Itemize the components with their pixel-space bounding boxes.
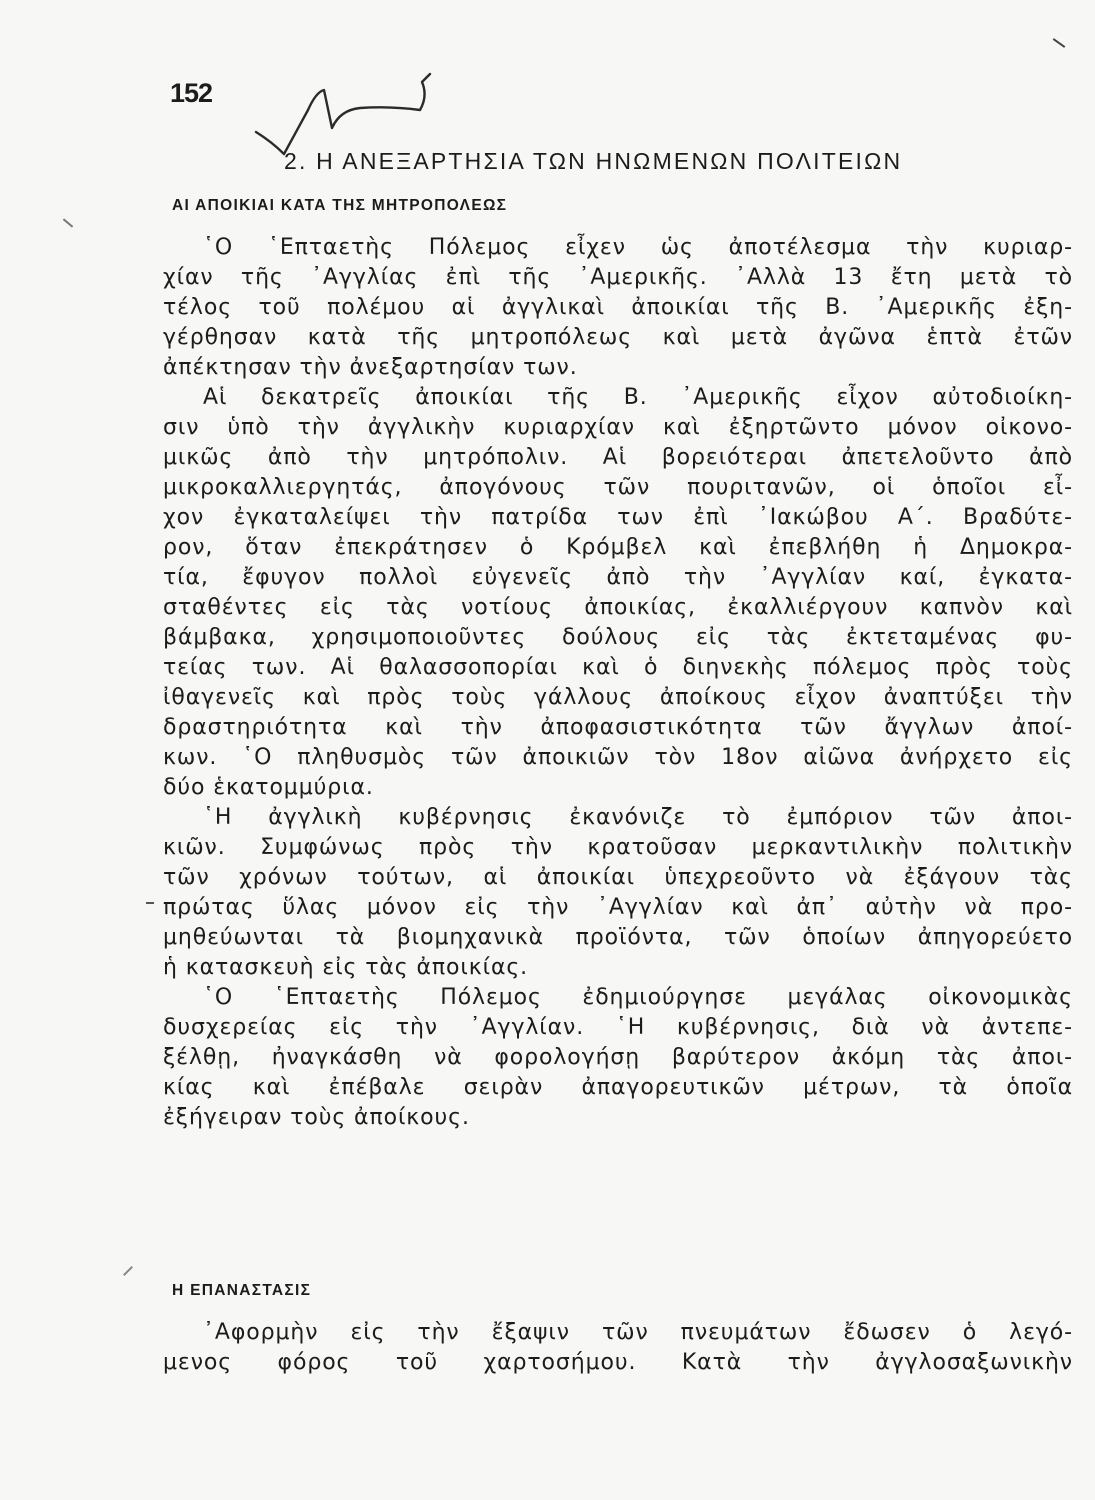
margin-mark	[63, 218, 73, 227]
text-line: ῾Ο ῾Επταετὴς Πόλεμος ἐδημιούργησε μεγάλας οἰκονομικὰς	[203, 985, 1073, 1010]
text-line: σιν ὑπὸ τὴν ἀγγλικὴν κυριαρχίαν καὶ ἐξηρτῶντο μόνον οἰκονο-	[163, 415, 1073, 440]
text-line: χίαν τῆς ᾿Αγγλίας ἐπὶ τῆς ᾿Αμερικῆς. ᾿Αλλὰ 13 ἔτη μετὰ τὸ	[163, 265, 1073, 290]
text-line: ξέλθῃ, ἠναγκάσθη νὰ φορολογήσῃ βαρύτερον ἀκόμη τὰς ἀποι-	[163, 1045, 1073, 1070]
text-line: ἀπέκτησαν τὴν ἀνεξαρτησίαν των.	[163, 355, 578, 380]
text-line: χον ἐγκαταλείψει τὴν πατρίδα των ἐπὶ ᾿Ιακώβου Α΄. Βραδύτε-	[163, 505, 1073, 530]
text-line: ἰθαγενεῖς καὶ πρὸς τοὺς γάλλους ἀποίκους εἶχον ἀναπτύξει τὴν	[163, 685, 1073, 710]
text-line: γέρθησαν κατὰ τῆς μητροπόλεως καὶ μετὰ ἀγῶνα ἑπτὰ ἐτῶν	[163, 325, 1073, 350]
text-line: σταθέντες εἰς τὰς νοτίους ἀποικίας, ἐκαλλιέργουν καπνὸν καὶ	[163, 595, 1073, 620]
text-line: δραστηριότητα καὶ τὴν ἀποφασιστικότητα τῶν ἄγγλων ἀποί-	[163, 715, 1073, 740]
text-line: τείας των. Αἱ θαλασσοπορίαι καὶ ὁ διηνεκὴς πόλεμος πρὸς τοὺς	[163, 655, 1073, 680]
margin-mark	[1053, 38, 1066, 48]
text-line: κίας καὶ ἐπέβαλε σειρὰν ἀπαγορευτικῶν μέτρων, τὰ ὁποῖα	[163, 1075, 1073, 1100]
text-line: μενος φόρος τοῦ χαρτοσήμου. Κατὰ τὴν ἀγγλοσαξωνικὴν	[163, 1350, 1073, 1375]
text-line: κιῶν. Συμφώνως πρὸς τὴν κρατοῦσαν μερκαντιλικὴν πολιτικὴν	[163, 835, 1073, 860]
margin-mark	[146, 902, 154, 904]
text-line: τέλος τοῦ πολέμου αἱ ἀγγλικαὶ ἀποικίαι τῆς Β. ᾿Αμερικῆς ἐξη-	[163, 295, 1073, 320]
section-heading: ΑΙ ΑΠΟΙΚΙΑΙ ΚΑΤΑ ΤΗΣ ΜΗΤΡΟΠΟΛΕΩΣ	[172, 197, 508, 214]
text-line: μικροκαλλιεργητάς, ἀπογόνους τῶν πουριτανῶν, οἱ ὁποῖοι εἶ-	[163, 475, 1073, 500]
text-line: ἐξήγειραν τοὺς ἀποίκους.	[163, 1105, 470, 1130]
section-body	[163, 233, 1073, 1133]
text-line: μηθεύωνται τὰ βιομηχανικὰ προϊόντα, τῶν ὁποίων ἀπηγορεύετο	[163, 925, 1073, 950]
text-line: βάμβακα, χρησιμοποιοῦντες δούλους εἰς τὰς ἐκτεταμένας φυ-	[163, 625, 1073, 650]
text-line: ῾Η ἀγγλικὴ κυβέρνησις ἐκανόνιζε τὸ ἐμπόριον τῶν ἀποι-	[203, 805, 1073, 830]
margin-mark	[123, 1266, 133, 1276]
text-line: Αἱ δεκατρεῖς ἀποικίαι τῆς Β. ᾿Αμερικῆς εἶχον αὐτοδιοίκη-	[203, 385, 1073, 410]
text-line: πρώτας ὕλας μόνον εἰς τὴν ᾿Αγγλίαν καὶ ἀπ᾿ αὐτὴν νὰ προ-	[163, 895, 1073, 920]
text-line: ρον, ὅταν ἐπεκράτησεν ὁ Κρόμβελ καὶ ἐπεβλήθη ἡ Δημοκρα-	[163, 535, 1073, 560]
chapter-title: 2. Η ΑΝΕΞΑΡΤΗΣΙΑ ΤΩΝ ΗΝΩΜΕΝΩΝ ΠΟΛΙΤΕΙΩΝ	[284, 148, 903, 174]
text-line: τία, ἔφυγον πολλοὶ εὐγενεῖς ἀπὸ τὴν ᾿Αγγλίαν καί, ἐγκατα-	[163, 565, 1073, 590]
text-line: ῾Ο ῾Επταετὴς Πόλεμος εἶχεν ὡς ἀποτέλεσμα τὴν κυριαρ-	[203, 235, 1073, 260]
section-heading: Η ΕΠΑΝΑΣΤΑΣΙΣ	[172, 1282, 312, 1299]
text-line: κων. ῾Ο πληθυσμὸς τῶν ἀποικιῶν τὸν 18ον αἰῶνα ἀνήρχετο εἰς	[163, 745, 1073, 770]
page-number: 152	[170, 78, 213, 108]
text-line: μικῶς ἀπὸ τὴν μητρόπολιν. Αἱ βορειότεραι ἀπετελοῦντο ἀπὸ	[163, 445, 1073, 470]
text-line: δύο ἑκατομμύρια.	[163, 775, 374, 800]
text-line: δυσχερείας εἰς τὴν ᾿Αγγλίαν. ῾Η κυβέρνησις, διὰ νὰ ἀντεπε-	[163, 1015, 1073, 1040]
text-line: ἡ κατασκευὴ εἰς τὰς ἀποικίας.	[163, 955, 529, 980]
text-line: τῶν χρόνων τούτων, αἱ ἀποικίαι ὑπεχρεοῦντο νὰ ἐξάγουν τὰς	[163, 865, 1073, 890]
text-line: ᾿Αφορμὴν εἰς τὴν ἔξαψιν τῶν πνευμάτων ἔδωσεν ὁ λεγό-	[203, 1320, 1073, 1345]
section-body	[163, 1318, 1073, 1378]
